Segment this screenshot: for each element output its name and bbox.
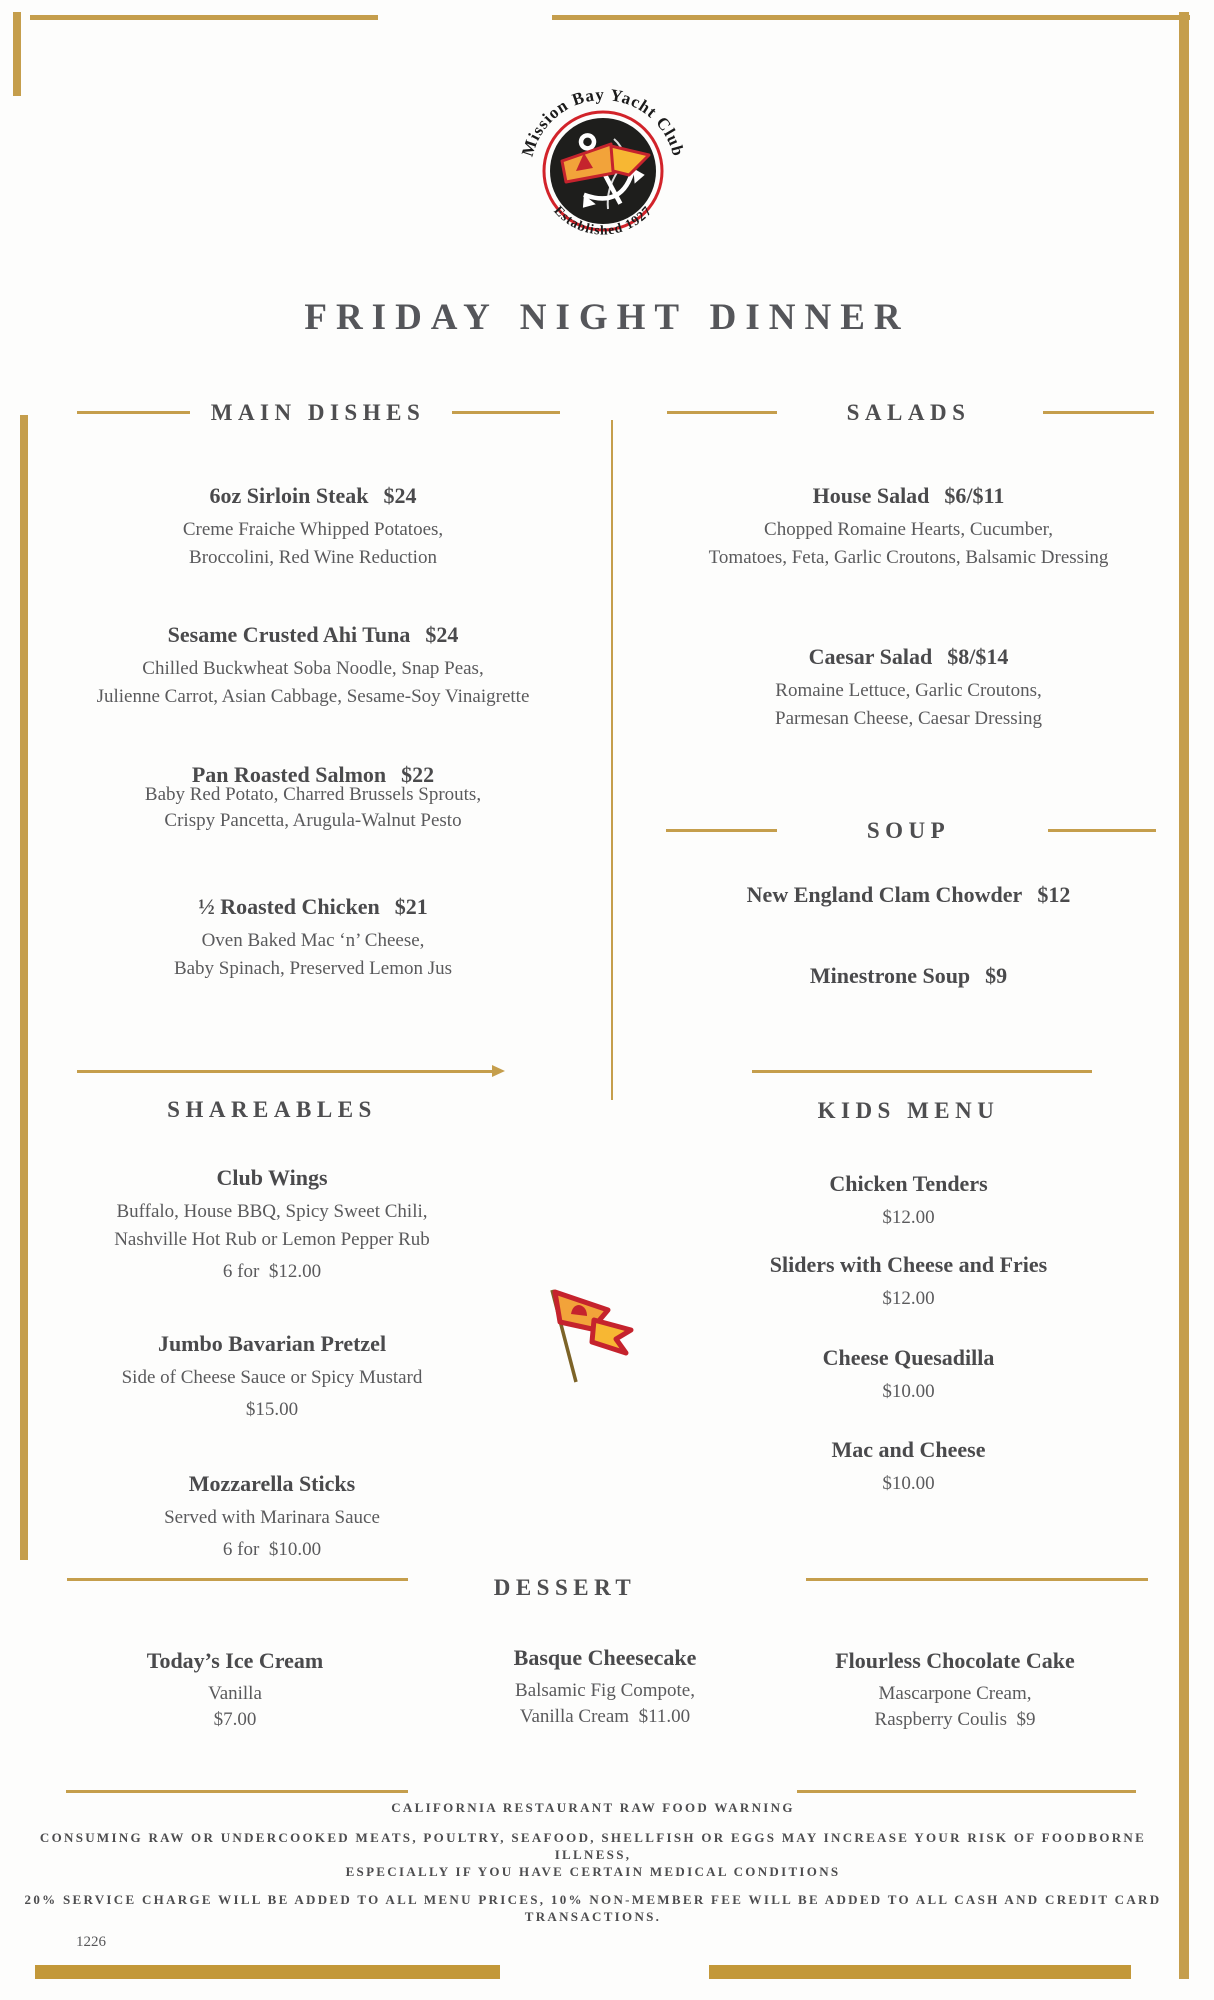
- item-title: Mozzarella Sticks: [188, 1471, 356, 1496]
- item-price: $12.00: [882, 1207, 935, 1228]
- divider-dessert-right: [806, 1578, 1148, 1581]
- menu-item-sliders: [622, 1251, 1195, 1312]
- raw-food-warning-title: CALIFORNIA RESTAURANT RAW FOOD WARNING: [391, 1800, 795, 1815]
- burgee-flag-icon: [538, 1286, 650, 1386]
- item-desc-line: Buffalo, House BBQ, Spicy Sweet Chili,: [116, 1201, 428, 1222]
- item-name: ½ Roasted Chicken: [198, 894, 380, 919]
- item-description: [30, 782, 596, 834]
- item-price: $10.00: [882, 1473, 935, 1494]
- item-title: Flourless Chocolate Cake: [835, 1648, 1075, 1673]
- item-desc-line: Oven Baked Mac ‘n’ Cheese,: [201, 930, 425, 951]
- service-line: 20% SERVICE CHARGE WILL BE ADDED TO ALL MENU PRICES, 10% NON-MEMBER FEE WILL BE ADDED TO ALL CASH AND CREDIT CARD: [24, 1892, 1162, 1907]
- item-description: [455, 1678, 755, 1730]
- item-title: [622, 962, 1195, 990]
- item-price: 6 for $12.00: [222, 1261, 322, 1282]
- item-desc-line: Romaine Lettuce, Garlic Croutons,: [775, 680, 1042, 701]
- item-price: $24: [425, 622, 459, 647]
- item-desc-line: Julienne Carrot, Asian Cabbage, Sesame-Soy Vinaigrette: [96, 686, 530, 707]
- item-name: New England Clam Chowder: [746, 882, 1023, 907]
- item-title: Basque Cheesecake: [513, 1645, 697, 1670]
- club-logo: [518, 76, 688, 246]
- page-title: FRIDAY NIGHT DINNER: [304, 297, 910, 338]
- menu-item-basque-cheesecake: [455, 1644, 755, 1730]
- menu-item-mozzarella-sticks: [40, 1470, 504, 1563]
- menu-item-caesar-salad: [622, 643, 1195, 733]
- frame-bottom-bar-right: [709, 1965, 1131, 1979]
- item-name: Sesame Crusted Ahi Tuna: [167, 622, 411, 647]
- menu-item-cheese-quesadilla: [622, 1344, 1195, 1405]
- menu-item-house-salad: [622, 482, 1195, 572]
- item-price: $6/$11: [944, 483, 1005, 508]
- menu-item-club-wings: [40, 1164, 504, 1285]
- service-line: TRANSACTIONS.: [524, 1909, 662, 1924]
- menu-item-flourless-chocolate-cake: [805, 1647, 1105, 1733]
- item-desc-line: Tomatoes, Feta, Garlic Croutons, Balsamic Dressing: [708, 547, 1109, 568]
- divider-kids-menu: [752, 1070, 1092, 1073]
- section-title-soup: SOUP: [866, 818, 951, 843]
- frame-bottom-bar-left: [35, 1965, 500, 1979]
- frame-top-line-right: [552, 15, 1190, 20]
- item-description: [805, 1681, 1105, 1733]
- item-desc-line: $7.00: [213, 1709, 257, 1730]
- menu-item-ice-cream: [85, 1647, 385, 1733]
- section-title-salads: SALADS: [846, 400, 971, 425]
- item-description: [30, 927, 596, 983]
- item-desc-line: Creme Fraiche Whipped Potatoes,: [182, 519, 444, 540]
- logo-established-text: Established 1927: [551, 202, 655, 238]
- arrow-right-icon: [492, 1065, 505, 1077]
- section-title-kids-menu: KIDS MENU: [817, 1098, 1000, 1123]
- item-desc-line: Raspberry Coulis $9: [874, 1709, 1036, 1730]
- menu-item-chicken-tenders: [622, 1170, 1195, 1231]
- item-name: Pan Roasted Salmon: [191, 762, 387, 787]
- item-desc-line: Baby Red Potato, Charred Brussels Sprouts,: [144, 784, 482, 805]
- menu-item-minestrone: [622, 962, 1195, 990]
- item-desc-line: Vanilla Cream $11.00: [519, 1706, 691, 1727]
- item-title: Sliders with Cheese and Fries: [769, 1252, 1048, 1277]
- divider-footer-right: [797, 1790, 1136, 1793]
- item-title: Mac and Cheese: [831, 1437, 986, 1462]
- item-description: [30, 516, 596, 572]
- frame-top-line-left: [30, 15, 378, 20]
- item-title: [622, 881, 1195, 909]
- item-title: Club Wings: [216, 1165, 328, 1190]
- menu-item-sirloin-steak: [30, 482, 596, 572]
- item-price: $22: [401, 762, 435, 787]
- menu-item-roasted-chicken: [30, 893, 596, 983]
- section-title-dessert: DESSERT: [493, 1575, 637, 1600]
- item-name: Caesar Salad: [808, 644, 933, 669]
- item-description: [40, 1504, 504, 1532]
- divider-dessert-left: [67, 1578, 408, 1581]
- item-price: $8/$14: [947, 644, 1009, 669]
- divider-shareables: [77, 1070, 494, 1073]
- frame-left-bar: [20, 415, 28, 1560]
- menu-number: 1226: [76, 1934, 106, 1950]
- item-desc-line: Chopped Romaine Hearts, Cucumber,: [764, 519, 1053, 540]
- item-price: $24: [383, 483, 417, 508]
- item-desc-line: Nashville Hot Rub or Lemon Pepper Rub: [114, 1229, 430, 1250]
- item-desc-line: Served with Marinara Sauce: [164, 1507, 380, 1528]
- menu-item-bavarian-pretzel: [40, 1330, 504, 1423]
- item-desc-line: Balsamic Fig Compote,: [515, 1680, 695, 1701]
- item-description: [30, 655, 596, 711]
- menu-item-ahi-tuna: [30, 621, 596, 711]
- item-description: [622, 516, 1195, 572]
- item-desc-line: Vanilla: [208, 1683, 262, 1704]
- item-title: Jumbo Bavarian Pretzel: [157, 1331, 387, 1356]
- item-title: [622, 482, 1195, 510]
- item-title: [30, 621, 596, 649]
- item-desc-line: Broccolini, Red Wine Reduction: [189, 547, 437, 568]
- item-desc-line: Crispy Pancetta, Arugula-Walnut Pesto: [164, 810, 462, 831]
- menu-item-clam-chowder: [622, 881, 1195, 909]
- service-charge-notice: [23, 1891, 1163, 1925]
- menu-item-salmon: [30, 761, 596, 834]
- item-title: [622, 643, 1195, 671]
- item-price: $21: [394, 894, 428, 919]
- item-title: Cheese Quesadilla: [822, 1345, 995, 1370]
- raw-food-warning-body: [23, 1829, 1163, 1880]
- item-name: House Salad: [812, 483, 930, 508]
- item-description: [85, 1681, 385, 1733]
- section-title-main-dishes: MAIN DISHES: [210, 400, 426, 425]
- item-desc-line: Side of Cheese Sauce or Spicy Mustard: [121, 1367, 423, 1388]
- item-description: [40, 1198, 504, 1254]
- item-desc-line: Parmesan Cheese, Caesar Dressing: [775, 708, 1042, 729]
- divider-center-vertical: [611, 420, 613, 1100]
- warning-line: ESPECIALLY IF YOU HAVE CERTAIN MEDICAL CONDITIONS: [345, 1864, 841, 1879]
- item-desc-line: Baby Spinach, Preserved Lemon Jus: [173, 958, 453, 979]
- item-name: 6oz Sirloin Steak: [209, 483, 369, 508]
- item-title: [30, 482, 596, 510]
- item-desc-line: Mascarpone Cream,: [878, 1683, 1032, 1704]
- item-desc-line: Chilled Buckwheat Soba Noodle, Snap Peas,: [142, 658, 484, 679]
- item-price: 6 for $10.00: [222, 1539, 322, 1560]
- item-description: [622, 677, 1195, 733]
- item-title: Chicken Tenders: [829, 1171, 988, 1196]
- item-title: Today’s Ice Cream: [146, 1648, 324, 1673]
- item-price: $12.00: [882, 1288, 935, 1309]
- frame-top-left-stub: [13, 12, 21, 96]
- item-title: [30, 893, 596, 921]
- item-price: $9: [985, 963, 1008, 988]
- divider-footer-left: [66, 1790, 408, 1793]
- section-title-shareables: SHAREABLES: [167, 1097, 377, 1122]
- item-price: $10.00: [882, 1381, 935, 1402]
- item-price: $15.00: [245, 1399, 299, 1420]
- item-name: Minestrone Soup: [809, 963, 971, 988]
- warning-line: CONSUMING RAW OR UNDERCOOKED MEATS, POULTRY, SEAFOOD, SHELLFISH OR EGGS MAY INCREASE YOUR RISK OF FOODBORNE ILLNESS,: [39, 1830, 1147, 1862]
- item-price: $12: [1037, 882, 1071, 907]
- logo-club-name-text: Mission Bay Yacht Club: [518, 84, 688, 159]
- item-description: [40, 1364, 504, 1392]
- menu-item-mac-and-cheese: [622, 1436, 1195, 1497]
